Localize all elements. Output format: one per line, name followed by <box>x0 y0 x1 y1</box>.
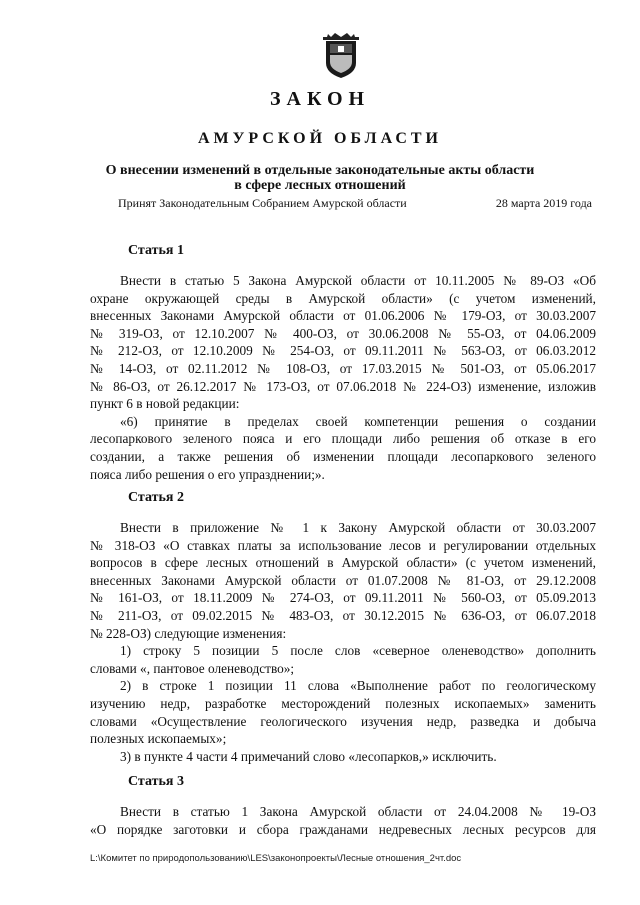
article-1-heading: Статья 1 <box>128 243 184 258</box>
law-title <box>60 163 580 193</box>
text-line: вопросов в сфере лесных отношений в Амурской области» (с учетом изменений, <box>90 555 596 571</box>
article-2-heading: Статья 2 <box>128 490 184 505</box>
law-title-line: в сфере лесных отношений <box>234 178 406 193</box>
article-1-text <box>90 272 596 483</box>
text-line: охране окружающей среды в Амурской области» (с учетом изменений, <box>90 290 596 306</box>
text-line: Внести в статью 5 Закона Амурской области от 10.11.2005 № 89-ОЗ «Об <box>120 273 596 288</box>
text-line: Внести в статью 1 Закона Амурской области от 24.04.2008 № 19-ОЗ <box>120 804 596 819</box>
article-3-heading: Статья 3 <box>128 774 184 789</box>
text-line: «О порядке заготовки и сбора гражданами недревесных лесных ресурсов для <box>90 821 596 837</box>
text-line: № 318-ОЗ «О ставках платы за использование лесов и регулировании отдельных <box>90 537 596 553</box>
text-line: № 319-ОЗ, от 12.10.2007 № 400-ОЗ, от 30.06.2008 № 55-ОЗ, от 04.06.2009 <box>90 325 596 341</box>
text-line: создании, а также решения об изменении площади лесопаркового зеленого <box>90 448 596 464</box>
article-3-text <box>90 803 596 838</box>
text-line: внесенных Законами Амурской области от 01.06.2006 № 179-ОЗ, от 30.03.2007 <box>90 308 596 324</box>
text-line: 2) в строке 1 позиции 11 слова «Выполнение работ по геологическому <box>120 678 596 694</box>
adoption-line <box>118 196 592 211</box>
text-line: № 228-ОЗ) следующие изменения: <box>90 625 287 641</box>
text-line: «6) принятие в пределах своей компетенции решения о создании <box>120 413 596 429</box>
text-line: полезных ископаемых»; <box>90 731 227 747</box>
text-line: изучению недр, разработке месторождений полезных ископаемых» заменить <box>90 695 596 711</box>
text-line: лесопаркового зеленого пояса и его площади либо решения об отказе в его <box>90 431 596 447</box>
text-line: пояса либо решения о его упразднении;». <box>90 466 325 482</box>
article-2-text <box>90 519 596 765</box>
text-line: внесенных Законами Амурской области от 01.07.2008 № 81-ОЗ, от 29.12.2008 <box>90 572 596 588</box>
region-heading: АМУРСКОЙ ОБЛАСТИ <box>198 130 442 147</box>
text-line: 3) в пункте 4 части 4 примечаний слово «лесопарков,» исключить. <box>120 748 497 764</box>
law-title-line: О внесении изменений в отдельные законодательные акты области <box>105 163 535 178</box>
text-line: словами «Осуществление геологического изучения недр, разведка и добыча <box>90 713 596 729</box>
coat-of-arms-emblem <box>322 33 360 79</box>
text-line: № 212-ОЗ, от 12.10.2009 № 254-ОЗ, от 09.11.2011 № 563-ОЗ, от 06.03.2012 <box>90 343 596 359</box>
text-line: 1) строку 5 позиции 5 после слов «северное оленеводство» дополнить <box>120 643 596 659</box>
text-line: № 14-ОЗ, от 02.11.2012 № 108-ОЗ, от 17.03.2015 № 501-ОЗ, от 05.06.2017 <box>90 360 596 376</box>
text-line: Внести в приложение № 1 к Закону Амурской области от 30.03.2007 <box>120 520 596 535</box>
text-line: № 211-ОЗ, от 09.02.2015 № 483-ОЗ, от 30.12.2015 № 636-ОЗ, от 06.07.2018 <box>90 607 596 623</box>
file-path-footer: L:\Комитет по природопользованию\LES\законопроекты\Лесные отношения_2чт.doc <box>90 853 462 864</box>
text-line: № 161-ОЗ, от 18.11.2009 № 274-ОЗ, от 09.11.2011 № 560-ОЗ, от 05.09.2013 <box>90 590 596 606</box>
text-line: № 86-ОЗ, от 26.12.2017 № 173-ОЗ, от 07.06.2018 № 224-ОЗ) изменение, изложив <box>90 378 596 394</box>
document-type-heading: ЗАКОН <box>269 88 371 110</box>
text-line: пункт 6 в новой редакции: <box>90 396 240 412</box>
text-line: словами «, пантовое оленеводство»; <box>90 660 295 676</box>
adopted-by: Принят Законодательным Собранием Амурской области <box>118 196 407 210</box>
adopted-date: 28 марта 2019 года <box>495 196 592 210</box>
